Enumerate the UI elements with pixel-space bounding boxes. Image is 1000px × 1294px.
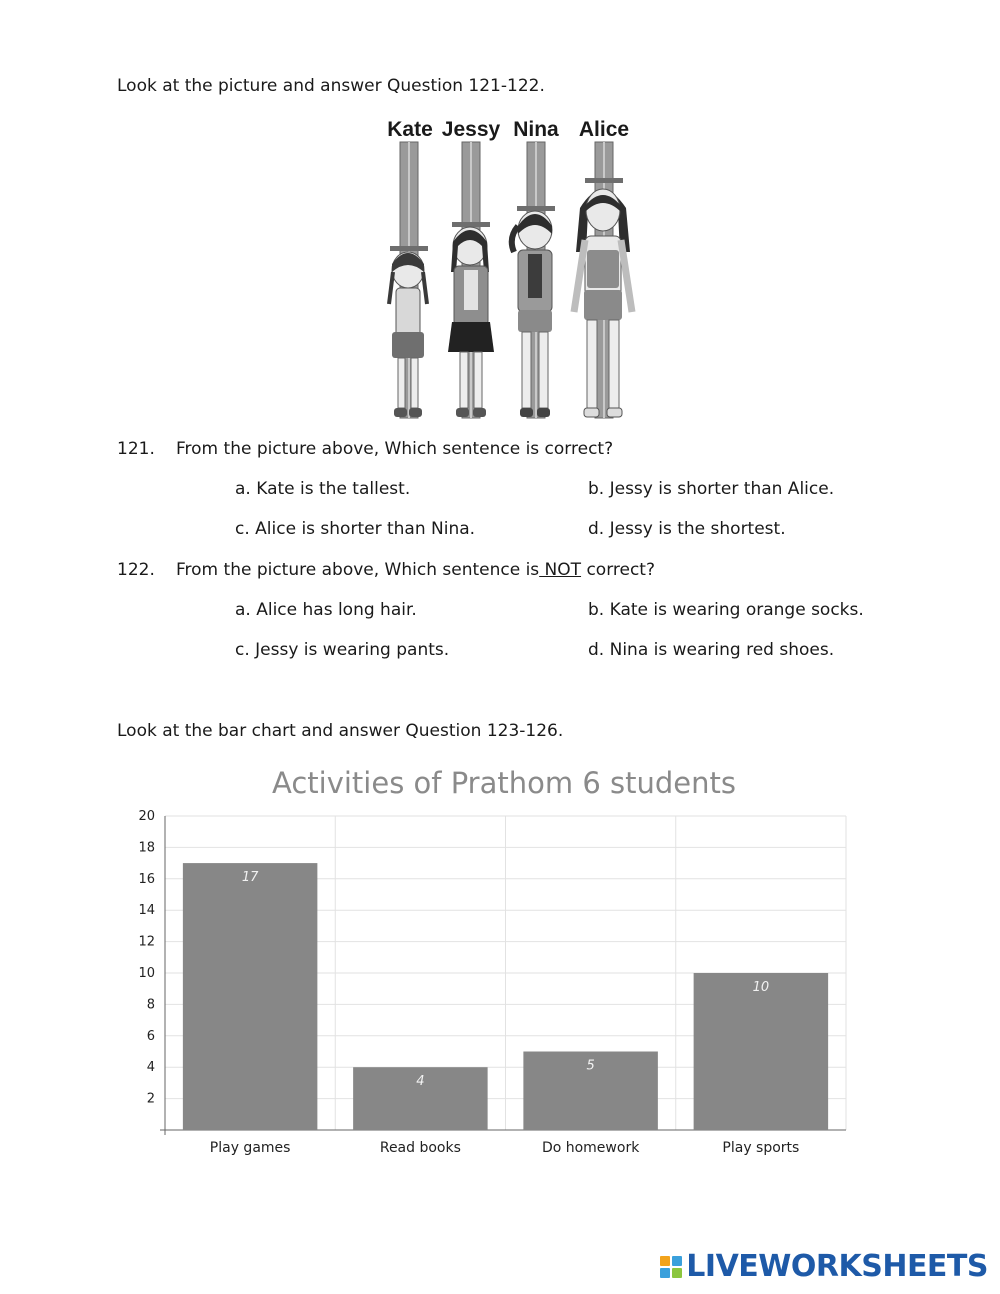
chart-title: Activities of Prathom 6 students — [272, 766, 736, 800]
bar-play-sports — [694, 973, 828, 1130]
y-tick-label: 8 — [146, 997, 155, 1013]
q122-option-d[interactable]: d. Nina is wearing red shoes. — [588, 640, 835, 660]
q122-option-a[interactable]: a. Alice has long hair. — [235, 600, 417, 620]
y-tick-label: 6 — [146, 1028, 155, 1044]
y-tick-label: 12 — [138, 934, 155, 950]
bar-value-label: 5 — [586, 1058, 595, 1074]
q122-option-c[interactable]: c. Jessy is wearing pants. — [235, 640, 450, 660]
logo-text: LIVEWORKSHEETS — [686, 1249, 988, 1284]
q121-option-a[interactable]: a. Kate is the tallest. — [235, 479, 411, 499]
bar-value-label: 4 — [416, 1074, 425, 1090]
y-tick-label: 4 — [146, 1060, 155, 1076]
name-alice: Alice — [578, 118, 630, 141]
q121-option-b[interactable]: b. Jessy is shorter than Alice. — [588, 479, 835, 499]
intro-instruction-1: Look at the picture and answer Question 121-122. — [117, 76, 545, 96]
q122-number: 122. — [117, 560, 155, 580]
alice-figure — [574, 142, 632, 418]
logo-mark-icon — [660, 1256, 682, 1278]
q121-question: From the picture above, Which sentence is correct? — [176, 439, 614, 459]
y-tick-label: 16 — [138, 871, 155, 887]
q121-option-c[interactable]: c. Alice is shorter than Nina. — [235, 519, 476, 539]
bar-value-label: 17 — [241, 870, 259, 886]
q122-question-end: correct? — [581, 560, 655, 580]
activities-bar-chart — [110, 760, 870, 1170]
kate-figure — [389, 142, 428, 418]
q122-question-start: From the picture above, Which sentence is — [176, 560, 540, 580]
name-jessy: Jessy — [441, 118, 501, 141]
name-nina: Nina — [513, 118, 559, 141]
nina-figure — [512, 142, 555, 418]
name-kate: Kate — [387, 118, 433, 141]
intro-instruction-2: Look at the bar chart and answer Question 123-126. — [117, 721, 564, 741]
q122-question — [176, 560, 655, 580]
girls-height-picture — [372, 112, 642, 424]
y-tick-label: 2 — [146, 1091, 155, 1107]
q121-number: 121. — [117, 439, 155, 459]
x-category-label: Play games — [209, 1140, 291, 1156]
y-tick-label: 10 — [138, 966, 155, 981]
y-tick-label: 18 — [138, 840, 155, 856]
q122-question-not: NOT — [539, 560, 582, 580]
q121-option-d[interactable]: d. Jessy is the shortest. — [588, 519, 786, 539]
x-category-label: Do homework — [541, 1140, 640, 1156]
liveworksheets-logo — [660, 1249, 988, 1284]
y-tick-label: 20 — [138, 809, 155, 824]
x-category-label: Play sports — [722, 1140, 800, 1156]
bar-value-label: 10 — [752, 980, 770, 995]
x-category-label: Read books — [379, 1140, 461, 1156]
y-tick-label: 14 — [138, 903, 155, 919]
jessy-figure — [448, 142, 494, 418]
bar-play-games — [183, 863, 317, 1130]
q122-option-b[interactable]: b. Kate is wearing orange socks. — [588, 600, 864, 620]
